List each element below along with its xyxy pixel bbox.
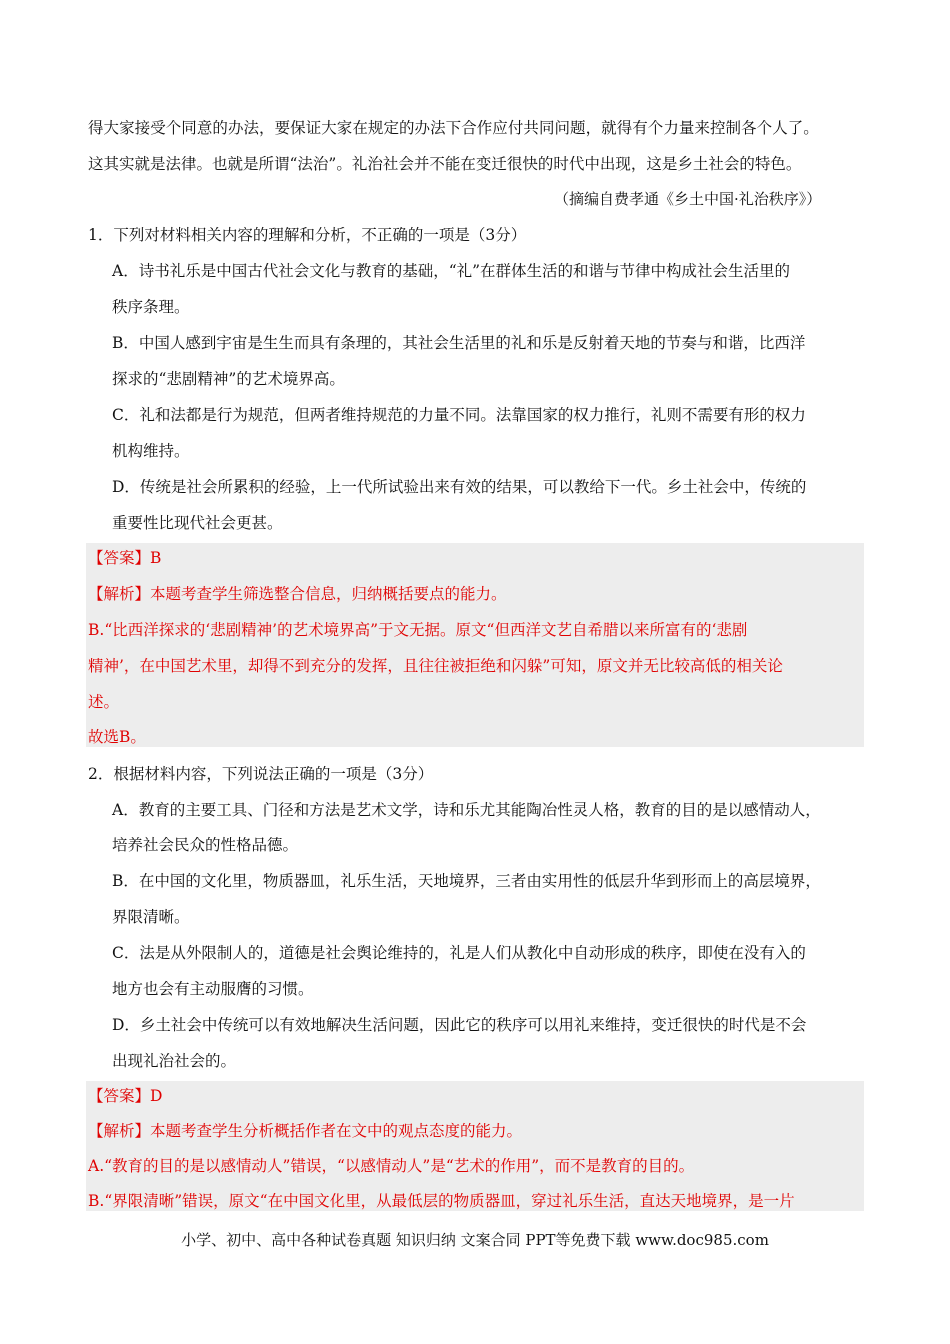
q2-option-b-line-2: 界限清晰。: [112, 908, 190, 926]
q1-option-c-line-2: 机构维持。: [112, 442, 190, 460]
q1-explanation-line-2: 精神’，在中国艺术里，却得不到充分的发挥，且往往被拒绝和闪躲”可知，原文并无比较高低的相关论: [88, 657, 783, 675]
q1-conclusion: 故选B。: [88, 728, 146, 746]
intro-source: （摘编自费孝通《乡土中国·礼治秩序》）: [554, 190, 822, 208]
page-footer: 小学、初中、高中各种试卷真题 知识归纳 文案合同 PPT等免费下载 www.doc985.com: [181, 1231, 769, 1249]
q1-option-c-line-1: C．礼和法都是行为规范，但两者维持规范的力量不同。法靠国家的权力推行，礼则不需要有形的权力: [112, 406, 806, 424]
q1-explanation-line-1: B.“比西洋探求的‘悲剧精神’的艺术境界高”于文无据。原文“但西洋文艺自希腊以来所富有的‘悲剧: [88, 621, 748, 639]
q1-stem: 1．下列对材料相关内容的理解和分析，不正确的一项是（3分）: [88, 226, 527, 244]
q2-stem: 2．根据材料内容，下列说法正确的一项是（3分）: [88, 765, 434, 783]
q1-analysis: 【解析】本题考查学生筛选整合信息，归纳概括要点的能力。: [88, 585, 507, 603]
q2-option-a-line-2: 培养社会民众的性格品德。: [112, 836, 299, 854]
q2-answer: 【答案】D: [88, 1087, 163, 1105]
q1-option-a-line-1: A．诗书礼乐是中国古代社会文化与教育的基础，“礼”在群体生活的和谐与节律中构成社会生活里的: [112, 262, 791, 280]
intro-line-2: 这其实就是法律。也就是所谓“法治”。礼治社会并不能在变迁很快的时代中出现，这是乡土社会的特色。: [88, 155, 802, 173]
q1-option-a-line-2: 秩序条理。: [112, 298, 190, 316]
q1-answer: 【答案】B: [88, 549, 162, 567]
q1-option-b-line-1: B．中国人感到宇宙是生生而具有条理的，其社会生活里的礼和乐是反射着天地的节奏与和谐，比西洋: [112, 334, 806, 352]
q2-analysis: 【解析】本题考查学生分析概括作者在文中的观点态度的能力。: [88, 1122, 523, 1140]
q2-option-d-line-1: D．乡土社会中传统可以有效地解决生活问题，因此它的秩序可以用礼来维持，变迁很快的时代是不会: [112, 1016, 807, 1034]
q2-option-b-line-1: B．在中国的文化里，物质器皿，礼乐生活，天地境界，三者由实用性的低层升华到形而上的高层境界，: [112, 872, 821, 890]
q1-answer-box: [86, 543, 864, 747]
q1-option-d-line-1: D．传统是社会所累积的经验，上一代所试验出来有效的结果，可以教给下一代。乡土社会中，传统的: [112, 478, 807, 496]
q2-explanation-b: B.“界限清晰”错误，原文“在中国文化里，从最低层的物质器皿，穿过礼乐生活，直达天地境界，是一片: [88, 1192, 795, 1210]
q2-option-a-line-1: A．教育的主要工具、门径和方法是艺术文学，诗和乐尤其能陶冶性灵人格，教育的目的是以感情动人，: [112, 801, 821, 819]
q2-explanation-a: A.“教育的目的是以感情动人”错误，“以感情动人”是“艺术的作用”，而不是教育的目的。: [88, 1157, 695, 1175]
q2-option-c-line-1: C．法是从外限制人的，道德是社会舆论维持的，礼是人们从教化中自动形成的秩序，即使在没有入的: [112, 944, 806, 962]
q1-option-b-line-2: 探求的“悲剧精神”的艺术境界高。: [112, 370, 345, 388]
intro-line-1: 得大家接受个同意的办法，要保证大家在规定的办法下合作应付共同问题，就得有个力量来控制各个人了。: [88, 119, 819, 137]
q1-explanation-line-3: 述。: [88, 693, 120, 711]
q2-option-c-line-2: 地方也会有主动服膺的习惯。: [112, 980, 314, 998]
q2-option-d-line-2: 出现礼治社会的。: [112, 1052, 237, 1070]
q1-option-d-line-2: 重要性比现代社会更甚。: [112, 514, 283, 532]
